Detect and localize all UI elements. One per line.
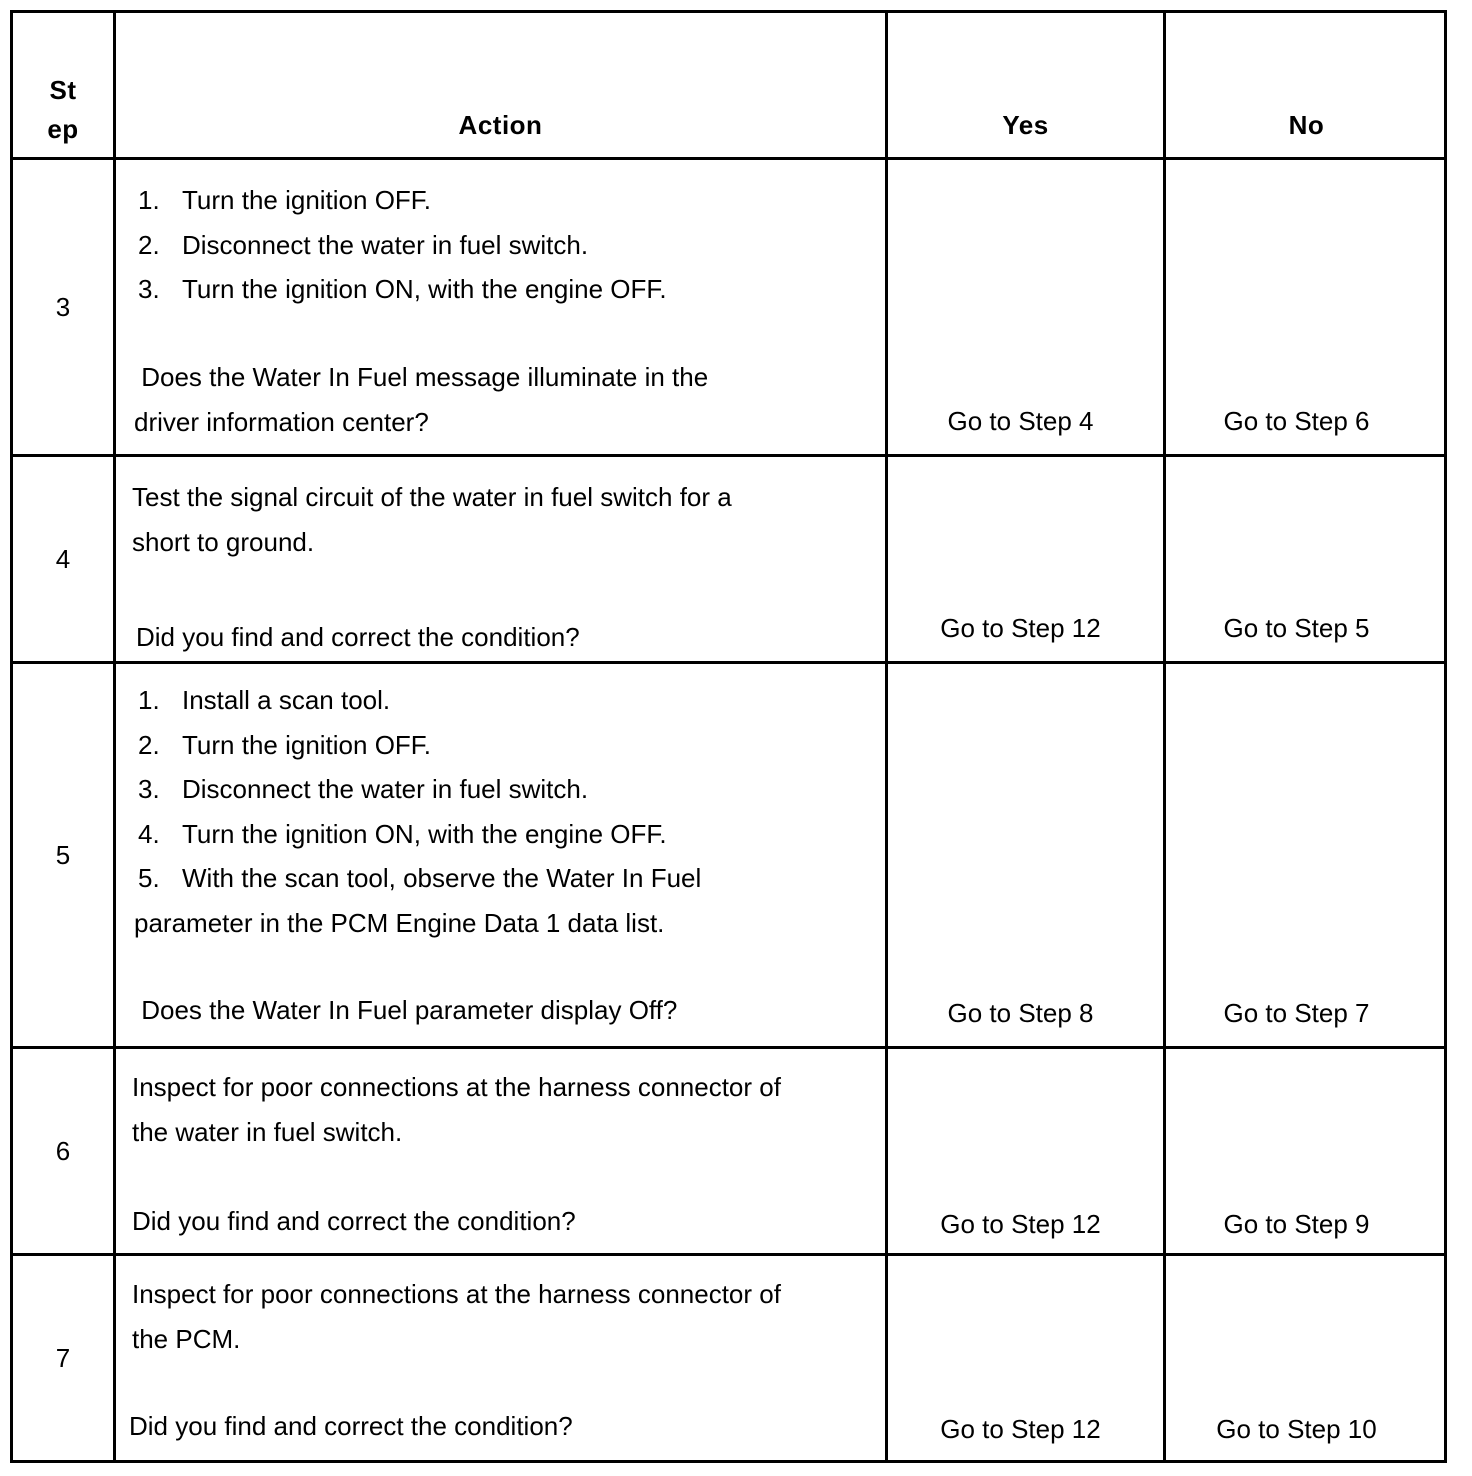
action-text-line: Inspect for poor connections at the harness connector of <box>132 1279 781 1309</box>
no-cell <box>1166 160 1447 454</box>
list-text: Turn the ignition ON, with the engine OFF. <box>182 818 667 849</box>
list-number: 4. <box>138 818 160 849</box>
list-number: 1. <box>138 185 160 215</box>
list-item <box>134 812 885 857</box>
action-cell <box>116 1256 885 1460</box>
table-row <box>13 664 1444 1046</box>
action-text-line: Test the signal circuit of the water in fuel switch for a <box>132 482 732 512</box>
list-item <box>134 767 885 812</box>
list-number: 2. <box>138 729 160 760</box>
no-cell <box>1166 1256 1447 1460</box>
action-cell <box>116 457 885 661</box>
yes-cell <box>888 1049 1163 1253</box>
action-cell <box>116 160 885 454</box>
yes-result: Go to Step 4 <box>947 406 1094 436</box>
question-text: Did you find and correct the condition? <box>136 621 580 652</box>
yes-result: Go to Step 12 <box>940 613 1101 643</box>
question-text: Did you find and correct the condition? <box>132 1205 576 1236</box>
list-number: 3. <box>138 774 160 804</box>
no-result: Go to Step 5 <box>1223 613 1370 643</box>
list-number: 1. <box>138 685 160 715</box>
list-continuation: parameter in the PCM Engine Data 1 data list. <box>134 907 665 938</box>
list-item <box>134 267 885 312</box>
list-item <box>134 223 885 268</box>
step-number: 7 <box>55 1342 71 1373</box>
question-line: driver information center? <box>134 406 429 437</box>
diagnostic-table <box>10 10 1447 1463</box>
header-step-line2: ep <box>47 114 79 144</box>
list-item <box>134 678 885 723</box>
action-cell <box>116 664 885 1046</box>
yes-cell <box>888 664 1163 1046</box>
header-action: Action <box>458 110 543 140</box>
list-text: Turn the ignition OFF. <box>182 185 432 215</box>
step-number: 4 <box>55 543 71 574</box>
table-row <box>13 160 1444 454</box>
action-text-line: short to ground. <box>132 526 315 557</box>
no-result: Go to Step 10 <box>1216 1414 1377 1444</box>
header-step <box>13 13 113 157</box>
no-cell <box>1166 664 1447 1046</box>
step-number: 3 <box>55 291 71 322</box>
list-text: Turn the ignition OFF. <box>182 729 432 760</box>
no-result: Go to Step 7 <box>1223 998 1370 1028</box>
no-cell <box>1166 1049 1447 1253</box>
yes-result: Go to Step 12 <box>940 1414 1101 1444</box>
question-line: Does the Water In Fuel message illuminate in the <box>134 362 709 392</box>
question-text: Does the Water In Fuel parameter display Off? <box>134 994 678 1025</box>
list-number: 2. <box>138 229 160 260</box>
header-step-line1: St <box>49 75 77 105</box>
list-text: With the scan tool, observe the Water In Fuel <box>182 863 702 893</box>
action-cell <box>116 1049 885 1253</box>
list-number: 5. <box>138 863 160 893</box>
question-text: Did you find and correct the condition? <box>129 1410 573 1441</box>
list-text: Disconnect the water in fuel switch. <box>182 229 589 260</box>
list-text: Disconnect the water in fuel switch. <box>182 774 589 804</box>
yes-cell <box>888 160 1163 454</box>
header-no: No <box>1288 110 1325 140</box>
no-result: Go to Step 9 <box>1223 1209 1370 1239</box>
no-result: Go to Step 6 <box>1223 406 1370 436</box>
yes-cell <box>888 457 1163 661</box>
table-row <box>13 1049 1444 1253</box>
action-text-line: the water in fuel switch. <box>132 1116 403 1147</box>
step-number: 5 <box>55 839 71 870</box>
step-number: 6 <box>55 1135 71 1166</box>
list-item <box>134 723 885 768</box>
table-row <box>13 1256 1444 1460</box>
list-item <box>134 856 885 901</box>
header-row <box>13 13 1444 157</box>
action-text-line: the PCM. <box>132 1323 241 1354</box>
action-text-line: Inspect for poor connections at the harness connector of <box>132 1072 781 1102</box>
header-yes: Yes <box>1002 110 1049 140</box>
list-text: Install a scan tool. <box>182 685 391 715</box>
question-text <box>134 355 708 444</box>
yes-result: Go to Step 12 <box>940 1209 1101 1239</box>
yes-result: Go to Step 8 <box>947 998 1094 1028</box>
list-text: Turn the ignition ON, with the engine OFF. <box>182 274 667 304</box>
list-number: 3. <box>138 274 160 304</box>
no-cell <box>1166 457 1447 661</box>
table-row <box>13 457 1444 661</box>
yes-cell <box>888 1256 1163 1460</box>
list-item <box>134 178 885 223</box>
